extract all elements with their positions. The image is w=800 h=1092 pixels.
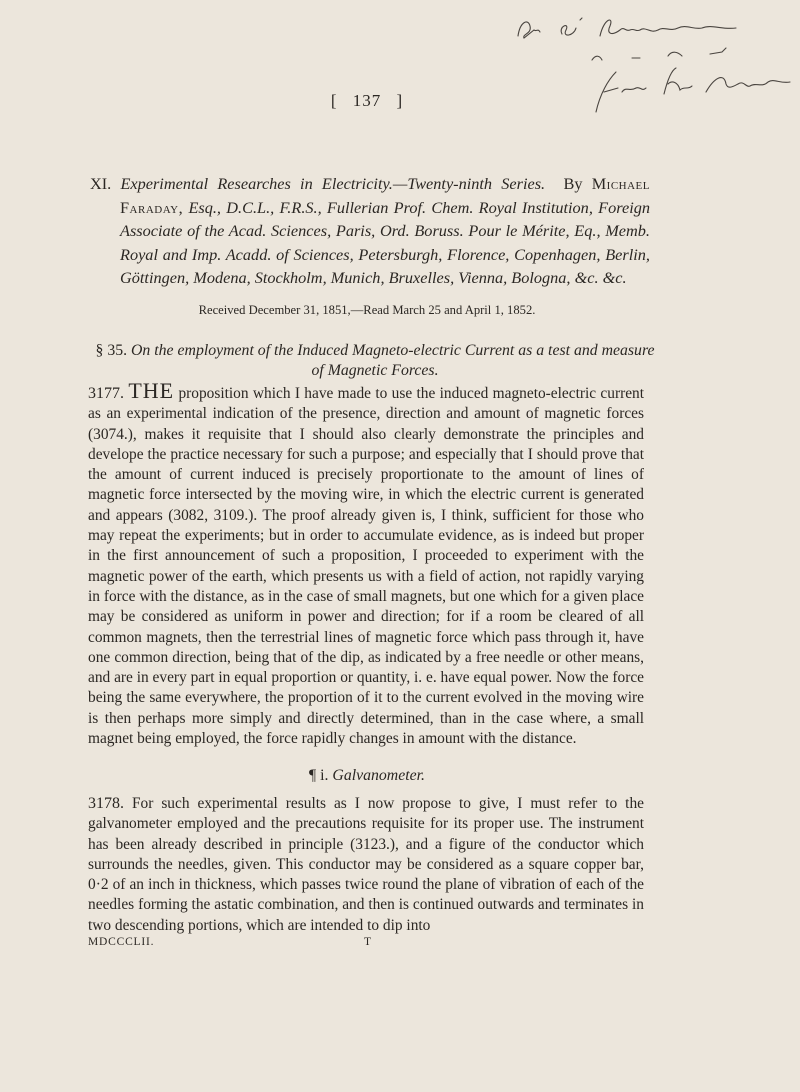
paragraph-number: 3178. — [88, 795, 124, 812]
bracket-right: ] — [396, 91, 404, 110]
paragraph-3178 — [88, 794, 644, 936]
subsection-symbol: ¶ i. — [309, 767, 329, 784]
subsection-title: Galvanometer. — [332, 767, 425, 784]
page-footer — [88, 936, 644, 948]
author-first-name: Michael — [591, 174, 650, 193]
section-title: On the employment of the Induced Magneto-electric Current as a test and measure of Magnetic Forces. — [131, 342, 655, 379]
received-date-line: Received December 31, 1851,—Read March 25 and April 1, 1852. — [198, 303, 536, 317]
drop-word: THE — [128, 378, 175, 403]
section-heading — [90, 341, 660, 381]
author-credentials: Esq., D.C.L., F.R.S., Fullerian Prof. Chem. Royal Institution, Foreign Associate of the Acad. Sciences, Paris, Ord. Boruss. Pour le Mérite, Eq., Memb. Royal and Imp. Acadd. of Sciences, Petersburgh, Florence, Copenhagen, Berlin, Göttingen, Modena, Stockholm, Munich, Bruxelles, Vienna, Bologna, &c. &c. — [120, 197, 650, 287]
paper-title: Experimental Researches in Electricity.—Twenty-ninth Series. — [120, 174, 546, 193]
paragraph-number: 3177. — [88, 385, 124, 402]
signature-mark: T — [364, 936, 372, 948]
paragraph-text: For such experimental results as I now propose to give, I must refer to the galvanometer employed and the precautions requisite for its proper use. The instrument has been already described in principle (3123.), and a figure of the conductor which surrounds the needles, given. This conductor may be considered as a square copper bar, 0·2 of an inch in thickness, which passes twice round the plane of vibration of each of the needles forming the astatic combination, and then is continued outwards and terminates in two descending portions, which are intended to dip into — [88, 795, 644, 934]
page-number-value: 137 — [352, 91, 382, 110]
paragraph-text: proposition which I have made to use the induced magneto-electric current as an experimental indication of the presence, direction and amount of magnetic forces (3074.), makes it requisite that I should also clearly demonstrate the principles and develope the practice necessary for such a purpose; and especially that I should prove that the amount of current induced is precisely proportionate to the amount of lines of magnetic force intersected by the moving wire, in which the electric current is generated and appears (3082, 3109.). The proof already given is, I think, sufficient for those who may repeat the experiments; but in order to accumulate evidence, as is indeed but proper in the first announcement of such a proposition, I proceeded to experiment with the magnetic power of the earth, which presents us with a field of action, not rapidly varying in force with the distance, as in the case of small magnets, but one which for a given place may be considered as uniform in power and direction; for if a room be cleared of all common magnets, then the terrestrial lines of magnetic force which pass through it, have one common direction, being that of the dip, as indicated by a free needle or other means, and are in every part in equal proportion or quantity, i. e. have equal power. Now the force being the same everywhere, the proportion of it to the current evolved in the moving wire is then perhaps more simply and directly determined, than in the case where, a small magnet being employed, the force rapidly changes in amount with the distance. — [88, 385, 644, 748]
footer-year: MDCCCLII. — [88, 936, 155, 948]
section-symbol: § 35. — [95, 342, 128, 359]
author-last-name: Faraday, — [120, 197, 184, 217]
page-number — [0, 91, 734, 111]
subsection-heading — [0, 767, 734, 785]
by-label: By — [563, 174, 583, 193]
paper-title-block — [90, 172, 650, 290]
paper-number: XI. — [90, 174, 112, 193]
bracket-left: [ — [330, 91, 338, 110]
paragraph-3177 — [88, 378, 644, 749]
